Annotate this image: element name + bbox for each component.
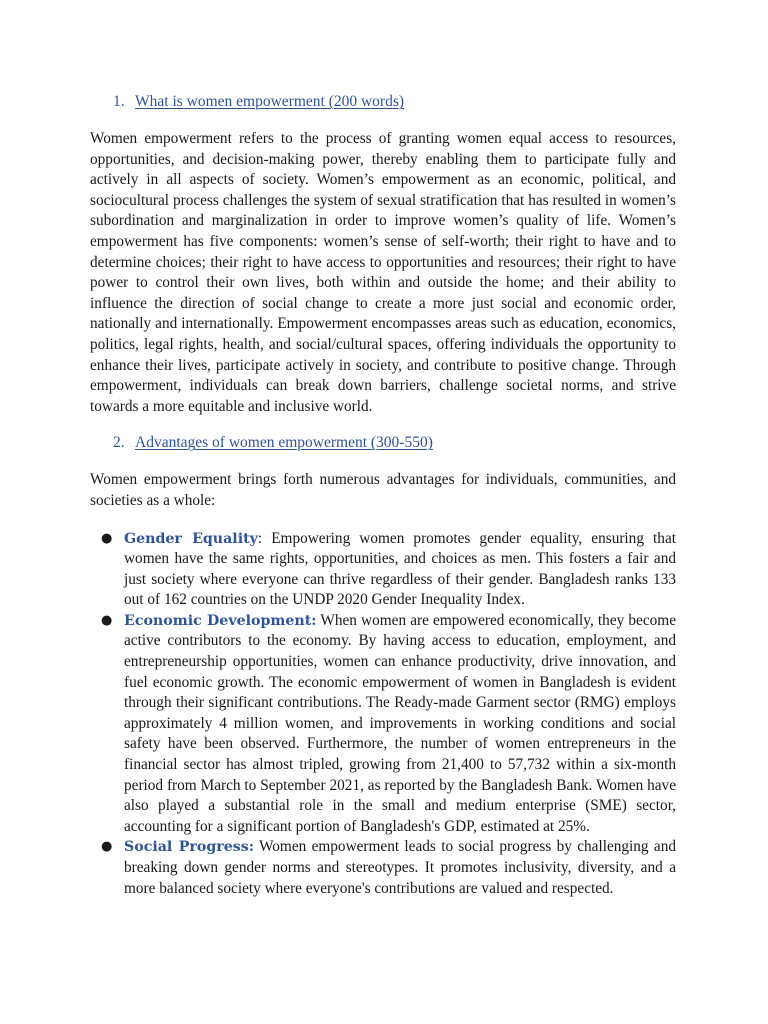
list-item-gender-equality [90, 529, 676, 611]
bullet-separator: : [257, 529, 263, 547]
bullet-term: Economic Development: [124, 612, 317, 629]
bullet-text: Women empowerment leads to social progress by challenging and breaking down gender norms and stereotypes. It promotes inclusivity, diversity, and a more balanced society where everyone's contributions are valued and respected. [124, 838, 676, 897]
bullet-text: Empowering women promotes gender equality, ensuring that women have the same rights, opportunities, and choices as men. This fosters a fair and just society where everyone can thrive regardless of their gender. Bangladesh ranks 133 out of 162 countries on the UNDP 2020 Gender Inequality Index. [124, 529, 676, 609]
bullet-icon: ● [101, 839, 113, 855]
list-item-social-progress [90, 837, 676, 899]
bullet-icon: ● [101, 530, 113, 546]
bullet-term: Gender Equality [124, 530, 258, 547]
section-2-heading [113, 433, 676, 453]
bullet-icon: ● [101, 612, 113, 628]
section-2-number: 2. [113, 434, 125, 452]
section-1-number: 1. [113, 93, 125, 110]
list-item-economic-development [90, 611, 676, 838]
advantages-list [90, 529, 676, 900]
bullet-term: Social Progress: [124, 839, 255, 856]
document-page [90, 92, 676, 899]
section-1-heading [113, 92, 676, 112]
bullet-text: When women are empowered economically, they become active contributors to the economy. By having access to education, employment, and entrepreneurship opportunities, women can enhance productivity, drive innovation, and fuel economic growth. The economic empowerment of women in Bangladesh is evident through their significant contributions. The Ready-made Garment sector (RMG) employs approximately 4 million women, and improvements in working conditions and social safety have been observed. Furthermore, the number of women entrepreneurs in the financial sector has almost tripled, growing from 21,400 to 57,732 within a six-month period from March to September 2021, as reported by the Bangladesh Bank. Women have also played a substantial role in the small and medium enterprise (SME) sector, accounting for a significant portion of Bangladesh's GDP, estimated at 25%. [124, 611, 676, 835]
section-1-paragraph: Women empowerment refers to the process of granting women equal access to resources, opportunities, and decision-making power, thereby enabling them to participate fully and actively in all aspects of society. Women’s empowerment as an economic, political, and sociocultural process challenges the system of sexual stratification that has resulted in women’s subordination and marginalization in order to improve women’s quality of life. Women’s empowerment has five components: women’s sense of self-worth; their right to have and to determine choices; their right to have access to opportunities and resources; their right to have power to control their own lives, both within and outside the home; and their ability to influence the direction of social change to create a more just social and economic order, nationally and internationally. Empowerment encompasses areas such as education, economics, politics, legal rights, health, and social/cultural spaces, offering individuals the opportunity to enhance their lives, participate actively in society, and contribute to positive change. Through empowerment, individuals can break down barriers, challenge societal norms, and strive towards a more equitable and inclusive world. [90, 130, 676, 415]
section-2-intro: Women empowerment brings forth numerous advantages for individuals, communities, and societies as a whole: [90, 471, 676, 509]
section-2-title: Advantages of women empowerment (300-550) [135, 434, 433, 452]
section-1-title: What is women empowerment (200 words) [135, 93, 405, 110]
